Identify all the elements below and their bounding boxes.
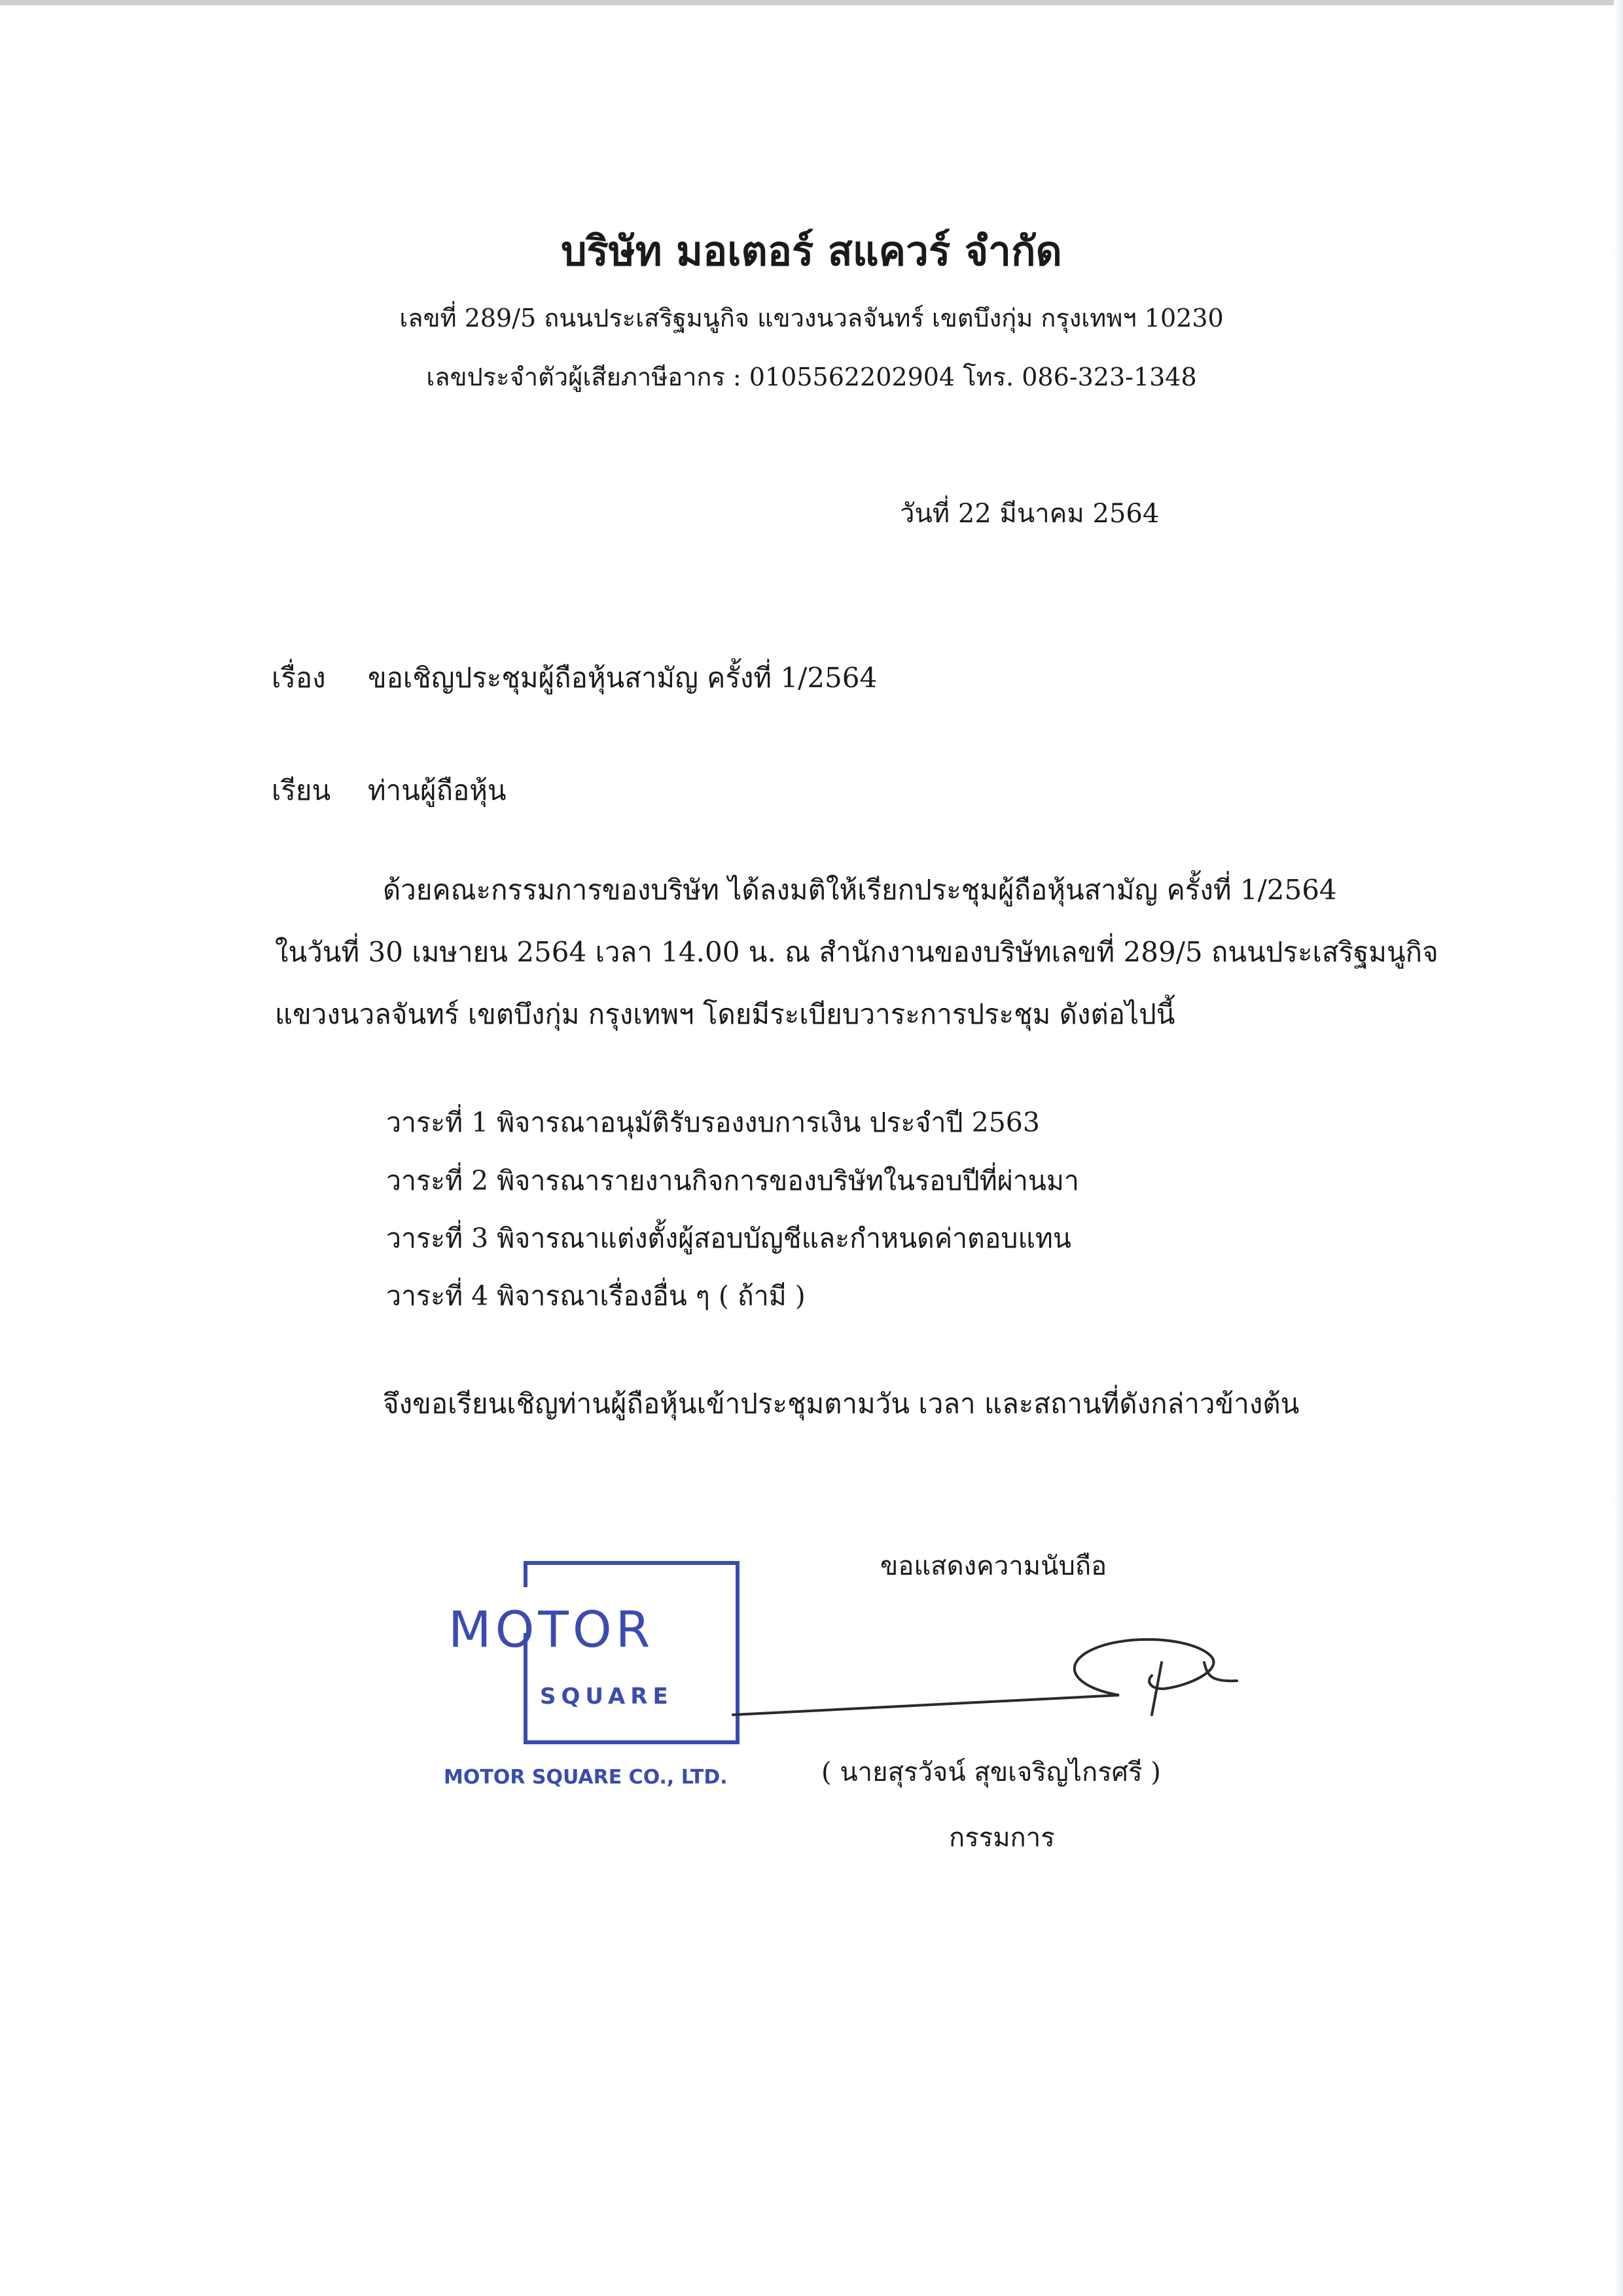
agenda-item-2: วาระที่ 2 พิจารณารายงานกิจการของบริษัทในรอบปีที่ผ่านมา bbox=[386, 1165, 1079, 1196]
scan-right-edge bbox=[1614, 0, 1623, 2296]
scan-top-edge bbox=[0, 0, 1623, 5]
agenda-item-4: วาระที่ 4 พิจารณาเรื่องอื่น ๆ ( ถ้ามี ) bbox=[386, 1280, 806, 1312]
body-line-2: ในวันที่ 30 เมษายน 2564 เวลา 14.00 น. ณ สำนักงานของบริษัทเลขที่ 289/5 ถนนประเสริฐมนูกิจ bbox=[275, 936, 1438, 968]
tax-id-phone: เลขประจำตัวผู้เสียภาษีอากร : 0105562202904 โทร. 086-323-1348 bbox=[426, 363, 1197, 391]
company-name: บริษัท มอเตอร์ สแควร์ จำกัด bbox=[561, 227, 1062, 275]
signer-name: ( นายสุรวัจน์ สุขเจริญไกรศรี ) bbox=[821, 1757, 1161, 1787]
handwritten-signature bbox=[694, 1617, 1270, 1728]
letter-date: วันที่ 22 มีนาคม 2564 bbox=[900, 499, 1160, 529]
recipient-text: ท่านผู้ถือหุ้น bbox=[368, 774, 507, 806]
closing-regards: ขอแสดงความนับถือ bbox=[880, 1551, 1107, 1581]
agenda-item-3: วาระที่ 3 พิจารณาแต่งตั้งผู้สอบบัญชีและกำหนดค่าตอบแทน bbox=[386, 1223, 1071, 1254]
stamp-motor-text: MOTOR bbox=[448, 1600, 654, 1659]
recipient-label: เรียน bbox=[272, 774, 331, 806]
stamp-company-english: MOTOR SQUARE CO., LTD. bbox=[444, 1766, 728, 1789]
body-line-3: แขวงนวลจันทร์ เขตบึงกุ่ม กรุงเทพฯ โดยมีระเบียบวาระการประชุม ดังต่อไปนี้ bbox=[275, 998, 1175, 1030]
signer-title: กรรมการ bbox=[949, 1823, 1055, 1853]
body-line-1: ด้วยคณะกรรมการของบริษัท ได้ลงมติให้เรียกประชุมผู้ถือหุ้นสามัญ ครั้งที่ 1/2564 bbox=[383, 874, 1337, 906]
subject-label: เรื่อง bbox=[272, 662, 326, 694]
agenda-item-1: วาระที่ 1 พิจารณาอนุมัติรับรองงบการเงิน ประจำปี 2563 bbox=[386, 1107, 1040, 1138]
stamp-square-text: SQUARE bbox=[540, 1683, 673, 1710]
closing-invitation: จึงขอเรียนเชิญท่านผู้ถือหุ้นเข้าประชุมตามวัน เวลา และสถานที่ดังกล่าวข้างต้น bbox=[383, 1388, 1300, 1420]
subject-text: ขอเชิญประชุมผู้ถือหุ้นสามัญ ครั้งที่ 1/2564 bbox=[368, 662, 878, 694]
company-address: เลขที่ 289/5 ถนนประเสริฐมนูกิจ แขวงนวลจันทร์ เขตบึงกุ่ม กรุงเทพฯ 10230 bbox=[399, 304, 1224, 332]
